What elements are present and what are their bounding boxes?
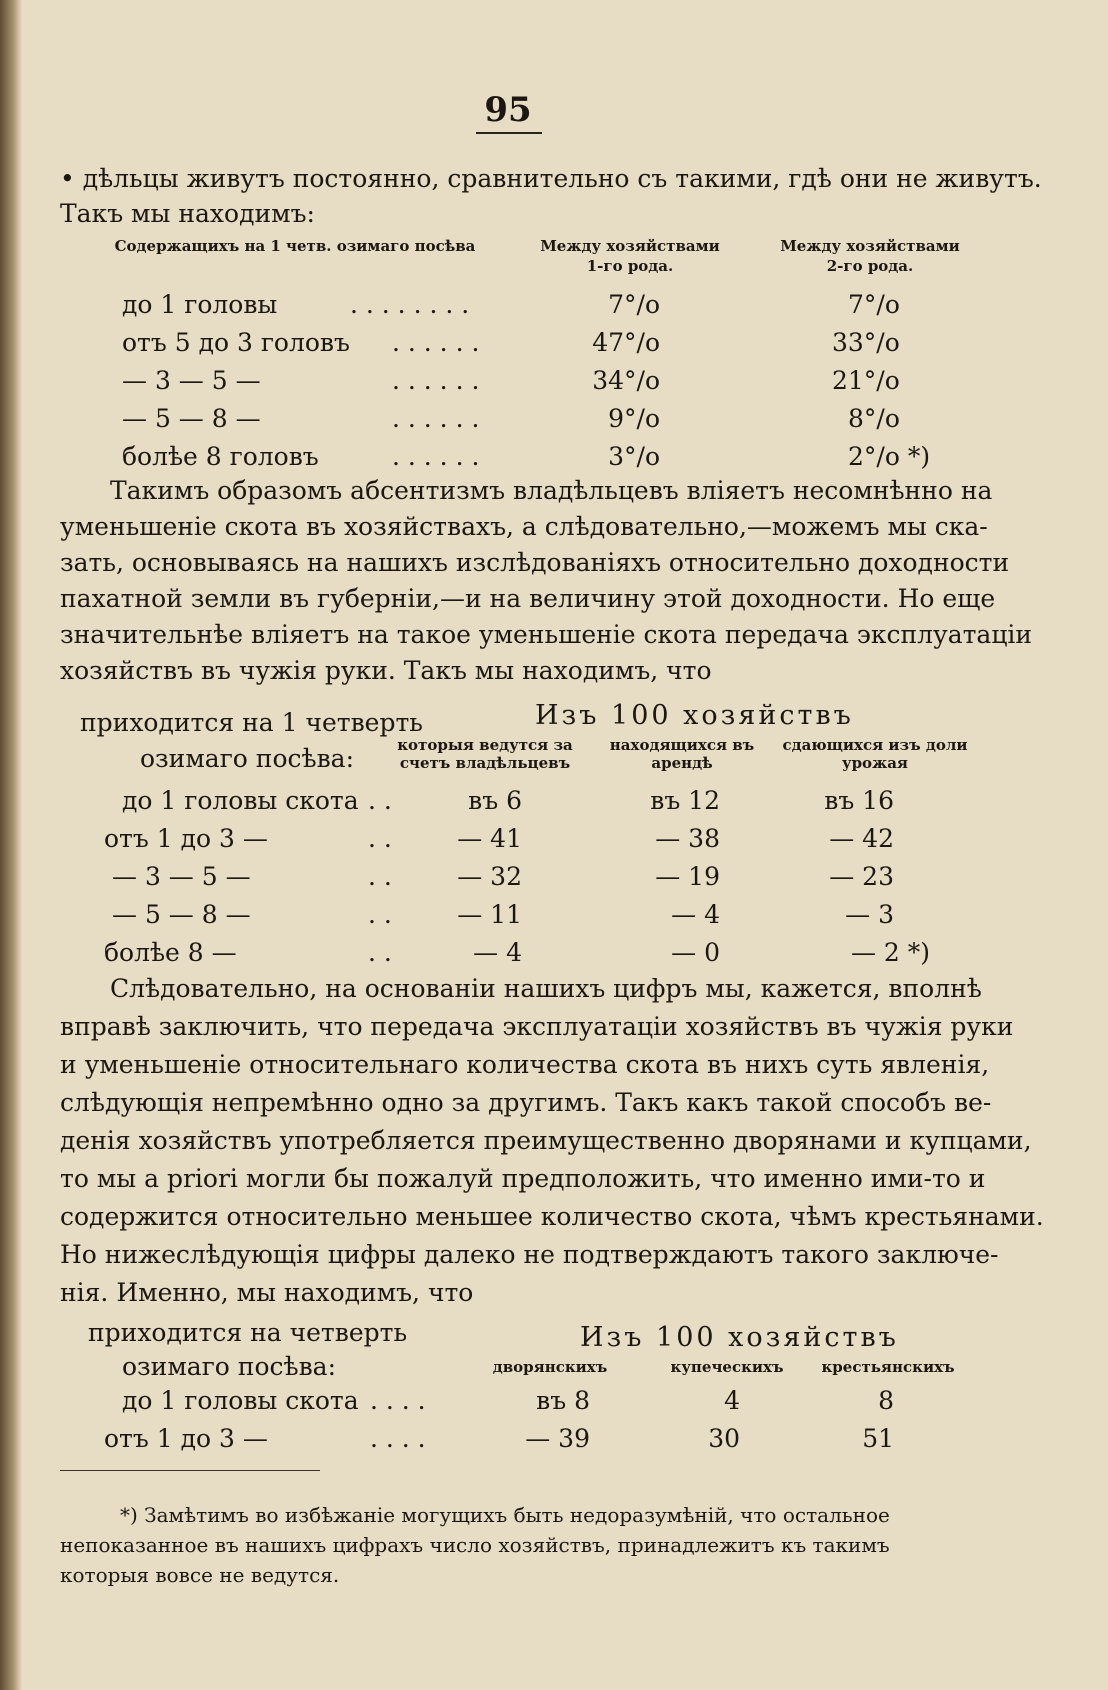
row-value-2: 2°/о *) [848, 442, 931, 471]
row-label: отъ 1 до 3 — [104, 1424, 268, 1453]
row-value-2: въ 12 [650, 786, 720, 815]
table3-subheader-3: крестьянскихъ [821, 1358, 955, 1376]
row-label: болѣе 8 головъ [122, 442, 319, 471]
footnote-line: *) Замѣтимъ во избѣжаніе могущихъ быть недоразумѣній, что остальное [120, 1503, 890, 1527]
row-dots: . . . . [370, 1386, 426, 1415]
text-line: зать, основываясь на нашихъ изслѣдованіяхъ относительно доходности [60, 548, 1010, 577]
row-dots: . . . . . . [392, 328, 480, 357]
table2-subheader-2: находящихся въ арендѣ [609, 736, 755, 772]
table1-header-col2: Между хозяйствами 2-го рода. [780, 237, 960, 275]
row-value-2: 8°/о [848, 404, 900, 433]
table2-left-header: приходится на 1 четверть [80, 708, 423, 737]
text-line: нія. Именно, мы находимъ, что [60, 1278, 474, 1307]
text-line: Слѣдовательно, на основаніи нашихъ цифръ мы, кажется, вполнѣ [110, 974, 982, 1003]
text-line: то мы a priori могли бы пожалуй предположить, что именно ими-то и [60, 1164, 986, 1193]
row-value-3: — 42 [829, 824, 894, 853]
text-line: значительнѣе вліяетъ на такое уменьшеніе скота передача эксплуатаціи [60, 620, 1033, 649]
row-value-1: 9°/о [608, 404, 660, 433]
row-value-1: — 39 [525, 1424, 590, 1453]
table3-subheader-1: дворянскихъ [492, 1358, 608, 1376]
row-value-3: — 23 [829, 862, 894, 891]
text-line: Такимъ образомъ абсентизмъ владѣльцевъ вліяетъ несомнѣнно на [110, 476, 993, 505]
row-label: до 1 головы скота [122, 1386, 359, 1415]
table3-left-header: приходится на четверть [88, 1318, 408, 1347]
row-value-2: 33°/о [832, 328, 900, 357]
table2-left-header: озимаго посѣва: [140, 744, 354, 773]
text-line: содержится относительно меньшее количество скота, чѣмъ крестьянами. [60, 1202, 1044, 1231]
row-value-3: — 2 *) [850, 938, 930, 967]
row-value-2: 30 [708, 1424, 740, 1453]
row-label: — 5 — 8 — [122, 404, 261, 433]
row-value-1: въ 6 [468, 786, 522, 815]
table3-title: Изъ 100 хозяйствъ [580, 1322, 899, 1353]
row-value-2: — 38 [655, 824, 720, 853]
row-dots: . . . . . . [392, 442, 480, 471]
table3-subheader-2: купеческихъ [670, 1358, 784, 1376]
row-dots: . . [368, 938, 392, 967]
row-value-1: 34°/о [592, 366, 660, 395]
row-label: болѣе 8 — [104, 938, 237, 967]
row-value-1: 7°/о [608, 290, 660, 319]
table2-subheader-3: сдающихся изъ доли урожая [782, 736, 968, 772]
row-value-2: — 19 [655, 862, 720, 891]
footnote-line: непоказанное въ нашихъ цифрахъ число хозяйствъ, принадлежитъ къ такимъ [60, 1533, 890, 1557]
row-value-1: — 41 [457, 824, 522, 853]
row-label: — 3 — 5 — [112, 862, 251, 891]
table2-title: Изъ 100 хозяйствъ [535, 700, 854, 731]
footnote-rule [60, 1470, 320, 1471]
row-value-2: 7°/о [848, 290, 900, 319]
row-value-1: 47°/о [592, 328, 660, 357]
text-line: Такъ мы находимъ: [60, 199, 315, 228]
table2-subheader-1: которыя ведутся за счетъ владѣльцевъ [397, 736, 573, 772]
text-line: слѣдующія непремѣнно одно за другимъ. Такъ какъ такой способъ ве- [60, 1088, 992, 1117]
text-line: • дѣльцы живутъ постоянно, сравнительно съ такими, гдѣ они не живутъ. [60, 164, 1042, 193]
text-line: уменьшеніе скота въ хозяйствахъ, а слѣдовательно,—можемъ мы ска- [60, 512, 988, 541]
row-dots: . . . . . . [392, 404, 480, 433]
row-label: отъ 5 до 3 головъ [122, 328, 350, 357]
page-number-rule [476, 132, 542, 134]
table3-left-header: озимаго посѣва: [122, 1352, 336, 1381]
row-value-1: 3°/о [608, 442, 660, 471]
row-dots: . . . . . . [392, 366, 480, 395]
text-line: и уменьшеніе относительнаго количества скота въ нихъ суть явленія, [60, 1050, 990, 1079]
text-line: пахатной земли въ губерніи,—и на величину этой доходности. Но еще [60, 584, 996, 613]
row-label: до 1 головы [122, 290, 278, 319]
row-value-2: — 4 [671, 900, 720, 929]
row-dots: . . [368, 862, 392, 891]
row-value-1: — 11 [457, 900, 522, 929]
row-label: до 1 головы скота [122, 786, 359, 815]
row-value-2: — 0 [671, 938, 720, 967]
row-value-1: въ 8 [536, 1386, 590, 1415]
row-value-1: — 4 [473, 938, 522, 967]
text-line: хозяйствъ въ чужія руки. Такъ мы находимъ, что [60, 656, 712, 685]
footnote-line: которыя вовсе не ведутся. [60, 1563, 340, 1587]
text-line: вправѣ заключить, что передача эксплуатаціи хозяйствъ въ чужія руки [60, 1012, 1014, 1041]
row-label: отъ 1 до 3 — [104, 824, 268, 853]
table1-header-col1: Между хозяйствами 1-го рода. [540, 237, 720, 275]
row-dots: . . . . . . . . [350, 290, 470, 319]
page-binding-shadow [0, 0, 22, 1690]
row-dots: . . [368, 786, 392, 815]
text-line: денія хозяйствъ употребляется преимущественно дворянами и купцами, [60, 1126, 1032, 1155]
page-number: 95 [484, 90, 532, 130]
row-value-3: — 3 [845, 900, 894, 929]
row-value-3: 51 [862, 1424, 894, 1453]
row-value-3: 8 [878, 1386, 894, 1415]
row-value-2: 21°/о [832, 366, 900, 395]
row-dots: . . . . [370, 1424, 426, 1453]
row-dots: . . [368, 824, 392, 853]
table1-header-label: Содержащихъ на 1 четв. озимаго посѣва [114, 237, 476, 255]
row-dots: . . [368, 900, 392, 929]
text-line: Но нижеслѣдующія цифры далеко не подтверждаютъ такого заключе- [60, 1240, 999, 1269]
row-label: — 3 — 5 — [122, 366, 261, 395]
row-value-2: 4 [724, 1386, 740, 1415]
row-label: — 5 — 8 — [112, 900, 251, 929]
row-value-3: въ 16 [824, 786, 894, 815]
row-value-1: — 32 [457, 862, 522, 891]
